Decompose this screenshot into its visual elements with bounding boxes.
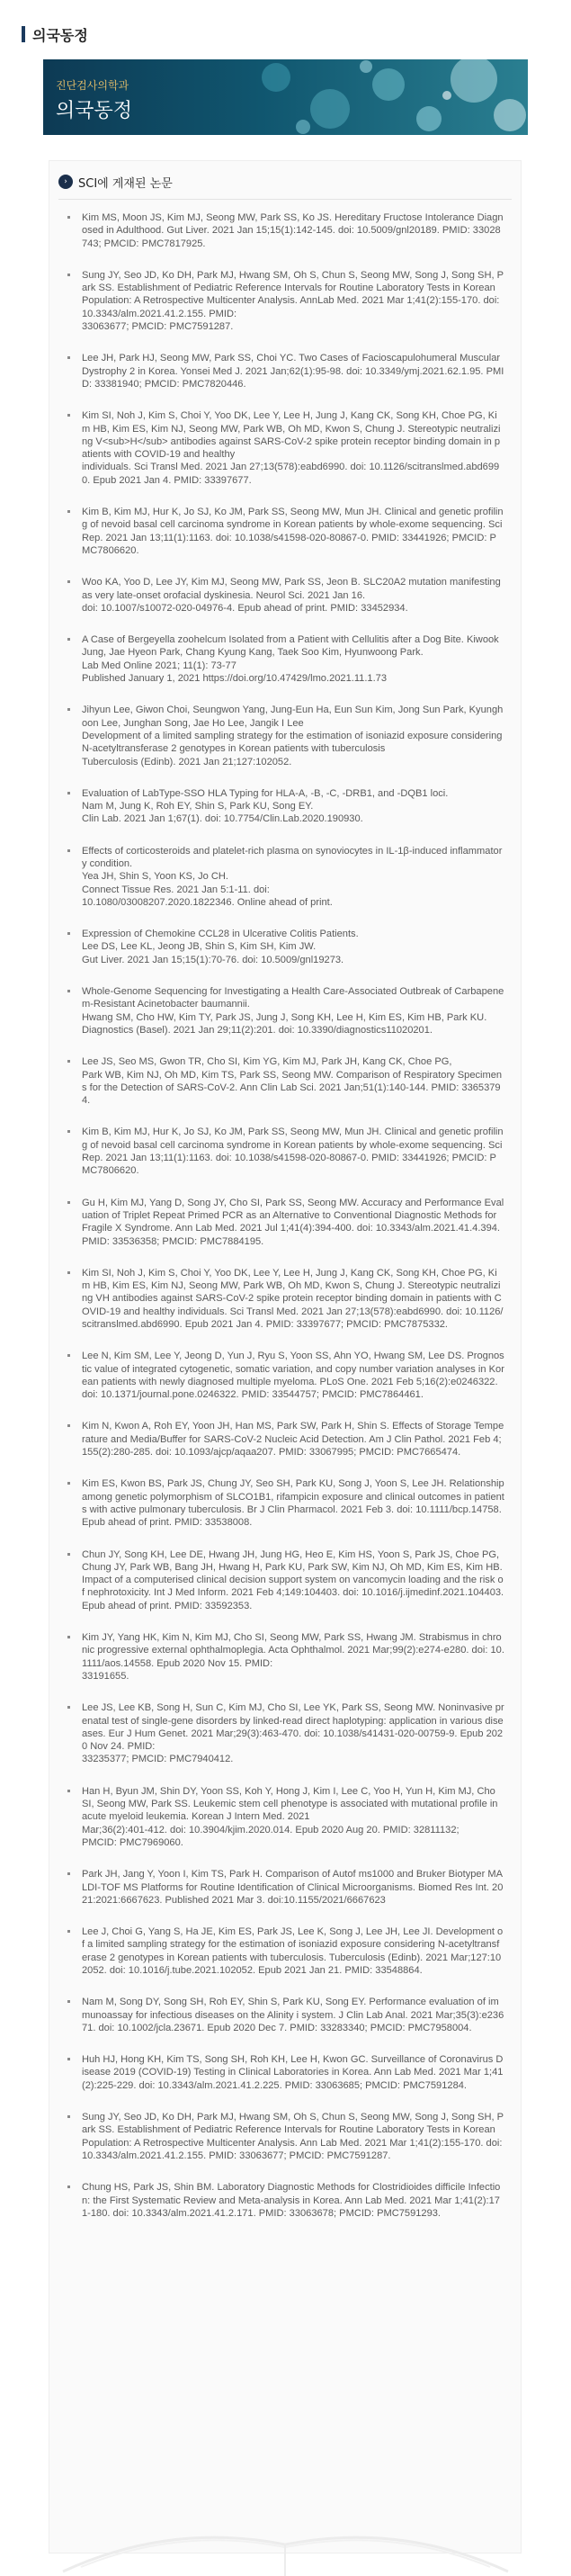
banner-subtitle: 진단검사의학과 [56,79,129,92]
reference-item: Chun JY, Song KH, Lee DE, Hwang JH, Jung HG, Heo E, Kim HS, Yoon S, Park JS, Choe PG, Chung JY, Park WB, Bang JH, Hwang H, Park KU, Park SW, Kim NJ, Oh MD, Kim ES, Kim HB. Impact of a computerised clinical decision support system on vancomycin loading and the risk of nephrotoxicity. Int J Med Inform. 2021 Feb 4;149:104403. doi: 10.1016/j.ijmedinf.2021.104403. Epub ahead of print. PMID: 33592353. [58,1548,504,1612]
page-title: 의국동정 [32,26,88,44]
reference-item: Woo KA, Yoo D, Lee JY, Kim MJ, Seong MW, Park SS, Jeon B. SLC20A2 mutation manifesting as very late-onset orofacial dyskinesia. Neurol Sci. 2021 Jan 16. doi: 10.1007/s10072-020-04976-4. Epub ahead of print. PMID: 33452934. [58,576,504,615]
banner-title: 의국동정 [56,100,133,122]
reference-item: Kim B, Kim MJ, Hur K, Jo SJ, Ko JM, Park SS, Seong MW, Mun JH. Clinical and genetic profiling of nevoid basal cell carcinoma syndrome in Korean patients by whole-exome sequencing. Sci Rep. 2021 Jan 13;11(1):1163. doi: 10.1038/s41598-020-80867-0. PMID: 33441926; PMCID: PMC7806620. [58,506,504,557]
reference-item: Nam M, Song DY, Song SH, Roh EY, Shin S, Park KU, Song EY. Performance evaluation of immunoassay for infectious diseases on the Alinity i system. J Clin Lab Anal. 2021 Mar;35(3):e23671. doi: 10.1002/jcla.23671. Epub 2020 Dec 7. PMID: 33283340; PMCID: PMC7958004. [58,1996,504,2034]
reference-item: Lee JS, Seo MS, Gwon TR, Cho SI, Kim YG, Kim MJ, Park JH, Kang CK, Choe PG, Park WB, Kim NJ, Oh MD, Kim TS, Park SS, Seong MW. Comparison of Respiratory Specimens for the Detection of SARS-CoV-2. Ann Clin Lab Sci. 2021 Jan;51(1):140-144. PMID: 33653794. [58,1055,504,1107]
reference-item: Lee JH, Park HJ, Seong MW, Park SS, Choi YC. Two Cases of Facioscapulohumeral Muscular Dystrophy 2 in Korea. Yonsei Med J. 2021 Jan;62(1):95-98. doi: 10.3349/ymj.2021.62.1.95. PMID: 33381940; PMCID: PMC7820446. [58,352,504,390]
reference-item: Whole-Genome Sequencing for Investigating a Health Care-Associated Outbreak of Carbapenem-Resistant Acinetobacter baumannii. Hwang SM, Cho HW, Kim TY, Park JS, Jung J, Song KH, Lee H, Kim ES, Kim HB, Park KU. Diagnostics (Basel). 2021 Jan 29;11(2):201. doi: 10.3390/diagnostics11020201. [58,985,504,1037]
reference-item: Lee JS, Lee KB, Song H, Sun C, Kim MJ, Cho SI, Lee YK, Park SS, Seong MW. Noninvasive prenatal test of single-gene disorders by linked-read direct haplotyping: application in various diseases. Eur J Hum Genet. 2021 Mar;29(3):463-470. doi: 10.1038/s41431-020-00759-9. Epub 2020 Nov 24. PMID: 33235377; PMCID: PMC7940412. [58,1701,504,1765]
reference-item: Han H, Byun JM, Shin DY, Yoon SS, Koh Y, Hong J, Kim I, Lee C, Yoo H, Yun H, Kim MJ, Cho SI, Seong MW, Park SS. Leukemic stem cell phenotype is associated with mutational profile in acute myeloid leukemia. Korean J Intern Med. 2021 Mar;36(2):401-412. doi: 10.3904/kjim.2020.014. Epub 2020 Aug 20. PMID: 32811132; PMCID: PMC7969060. [58,1785,504,1849]
reference-item: Huh HJ, Hong KH, Kim TS, Song SH, Roh KH, Lee H, Kwon GC. Surveillance of Coronavirus Disease 2019 (COVID-19) Testing in Clinical Laboratories in Korea. Ann Lab Med. 2021 Mar 1;41(2):225-229. doi: 10.3343/alm.2021.41.2.225. PMID: 33063685; PMCID: PMC7591284. [58,2053,504,2092]
reference-item: Jihyun Lee, Giwon Choi, Seungwon Yang, Jung-Eun Ha, Eun Sun Kim, Jong Sun Park, Kyunghoon Lee, Junghan Song, Jae Ho Lee, Jangik I Lee Development of a limited sampling strategy for the estimation of isoniazid exposure considering N-acetyltransferase 2 genotypes in Korean patients with tuberculosis Tuberculosis (Edinb). 2021 Jan 21;127:102052. [58,704,504,767]
section-header [58,174,173,190]
reference-item: Sung JY, Seo JD, Ko DH, Park MJ, Hwang SM, Oh S, Chun S, Seong MW, Song J, Song SH, Park SS. Establishment of Pediatric Reference Intervals for Routine Laboratory Tests in Korean Population: A Retrospective Multicenter Analysis. AnnLab Med. 2021 Mar 1;41(2):155-170. doi: 10.3343/alm.2021.41.2.155. PMID: 33063677; PMCID: PMC7591287. [58,269,504,333]
banner [43,59,528,135]
cell-illustration [204,59,528,135]
bullet-icon: › [58,175,73,189]
reference-item: Gu H, Kim MJ, Yang D, Song JY, Cho SI, Park SS, Seong MW. Accuracy and Performance Evaluation of Triplet Repeat Primed PCR as an Alternative to Conventional Diagnostic Methods for Fragile X Syndrome. Ann Lab Med. 2021 Jul 1;41(4):394-400. doi: 10.3343/alm.2021.41.4.394. PMID: 33536358; PMCID: PMC7884195. [58,1197,504,1248]
reference-item: Kim MS, Moon JS, Kim MJ, Seong MW, Park SS, Ko JS. Hereditary Fructose Intolerance Diagnosed in Adulthood. Gut Liver. 2021 Jan 15;15(1):142-145. doi: 10.5009/gnl20189. PMID: 33028743; PMCID: PMC7817925. [58,211,504,250]
page-header [22,25,88,43]
title-bar-marker [22,26,25,42]
reference-item: Lee N, Kim SM, Lee Y, Jeong D, Yun J, Ryu S, Yoon SS, Ahn YO, Hwang SM, Lee DS. Prognostic value of integrated cytogenetic, somatic variation, and copy number variation analyses in Korean patients with newly diagnosed multiple myeloma. PLoS One. 2021 Feb 5;16(2):e0246322. doi: 10.1371/journal.pone.0246322. PMID: 33544757; PMCID: PMC7864461. [58,1350,504,1401]
reference-item: Kim N, Kwon A, Roh EY, Yoon JH, Han MS, Park SW, Park H, Shin S. Effects of Storage Temperature and Media/Buffer for SARS-CoV-2 Nucleic Acid Detection. Am J Clin Pathol. 2021 Feb 4;155(2):280-285. doi: 10.1093/ajcp/aqaa207. PMID: 33067995; PMCID: PMC7665474. [58,1420,504,1459]
reference-item: Kim ES, Kwon BS, Park JS, Chung JY, Seo SH, Park KU, Song J, Yoon S, Lee JH. Relationship among genetic polymorphism of SLCO1B1, rifampicin exposure and clinical outcomes in patients with active pulmonary tuberculosis. Br J Clin Pharmacol. 2021 Feb 3. doi: 10.1111/bcp.14758. Epub ahead of print. PMID: 33538008. [58,1477,504,1529]
reference-item: Park JH, Jang Y, Yoon I, Kim TS, Park H. Comparison of Autof ms1000 and Bruker Biotyper MALDI-TOF MS Platforms for Routine Identification of Clinical Microorganisms. Biomed Res Int. 2021:2021:6667623. Published 2021 Mar 3. doi:10.1155/2021/6667623 [58,1868,504,1907]
reference-item: Effects of corticosteroids and platelet-rich plasma on synoviocytes in IL-1β-induced inflammatory condition. Yea JH, Shin S, Yoon KS, Jo CH. Connect Tissue Res. 2021 Jan 5:1-11. doi: 10.1080/03008207.2020.1822346. Online ahead of print. [58,845,504,909]
publication-box [49,160,522,2554]
reference-item: Kim SI, Noh J, Kim S, Choi Y, Yoo DK, Lee Y, Lee H, Jung J, Kang CK, Song KH, Choe PG, Kim HB, Kim ES, Kim NJ, Seong MW, Park WB, Oh MD, Kwon S, Chung J. Stereotypic neutralizing VH antibodies against SARS-CoV-2 spike protein receptor binding domain in patients with COVID-19 and healthy individuals. Sci Transl Med. 2021 Jan 27;13(578):eabd6990. doi: 10.1126/scitranslmed.abd6990. Epub 2021 Jan 4. PMID: 33397677; PMCID: PMC7875332. [58,1267,504,1331]
reference-item: Chung HS, Park JS, Shin BM. Laboratory Diagnostic Methods for Clostridioides difficile Infection: the First Systematic Review and Meta-analysis in Korea. Ann Lab Med. 2021 Mar 1;41(2):171-180. doi: 10.3343/alm.2021.41.2.171. PMID: 33063678; PMCID: PMC7591293. [58,2181,504,2220]
reference-list [58,211,504,2239]
reference-item: Lee J, Choi G, Yang S, Ha JE, Kim ES, Park JS, Lee K, Song J, Lee JH, Lee JI. Development of a limited sampling strategy for the estimation of isoniazid exposure considering N-acetyltransferase 2 genotypes in Korean patients with tuberculosis. Tuberculosis (Edinb). 2021 Mar;127:102052. doi: 10.1016/j.tube.2021.102052. Epub 2021 Jan 21. PMID: 33548864. [58,1925,504,1977]
reference-item: Kim B, Kim MJ, Hur K, Jo SJ, Ko JM, Park SS, Seong MW, Mun JH. Clinical and genetic profiling of nevoid basal cell carcinoma syndrome in Korean patients by whole-exome sequencing. Sci Rep. 2021 Jan 13;11(1):1163. doi: 10.1038/s41598-020-80867-0. PMID: 33441926; PMCID: PMC7806620. [58,1126,504,1177]
reference-item: Expression of Chemokine CCL28 in Ulcerative Colitis Patients. Lee DS, Lee KL, Jeong JB, Shin S, Kim SH, Kim JW. Gut Liver. 2021 Jan 15;15(1):70-76. doi: 10.5009/gnl19273. [58,928,504,966]
reference-item: Evaluation of LabType-SSO HLA Typing for HLA-A, -B, -C, -DRB1, and -DQB1 loci. Nam M, Jung K, Roh EY, Shin S, Park KU, Song EY. Clin Lab. 2021 Jan 1;67(1). doi: 10.7754/Clin.Lab.2020.190930. [58,787,504,826]
section-title: SCI에 게재된 논문 [78,176,173,191]
reference-item: Kim SI, Noh J, Kim S, Choi Y, Yoo DK, Lee Y, Lee H, Jung J, Kang CK, Song KH, Choe PG, Kim HB, Kim ES, Kim NJ, Seong MW, Park WB, Oh MD, Kwon S, Chung J. Stereotypic neutralizing V<sub>H</sub> antibodies against SARS-CoV-2 spike protein receptor binding domain in patients with COVID-19 and healthy individuals. Sci Transl Med. 2021 Jan 27;13(578):eabd6990. doi: 10.1126/scitranslmed.abd6990. Epub 2021 Jan 4. PMID: 33397677. [58,409,504,487]
reference-item: Kim JY, Yang HK, Kim N, Kim MJ, Cho SI, Seong MW, Park SS, Hwang JM. Strabismus in chronic progressive external ophthalmoplegia. Acta Ophthalmol. 2021 Mar;99(2):e274-e280. doi: 10.1111/aos.14558. Epub 2020 Nov 15. PMID: 33191655. [58,1631,504,1683]
section-divider [58,199,512,200]
reference-item: Sung JY, Seo JD, Ko DH, Park MJ, Hwang SM, Oh S, Chun S, Seong MW, Song J, Song SH, Park SS. Establishment of Pediatric Reference Intervals for Routine Laboratory Tests in Korean Population: A Retrospective Multicenter Analysis. Ann Lab Med. 2021 Mar 1;41(2):155-170. doi: 10.3343/alm.2021.41.2.155. PMID: 33063677; PMCID: PMC7591287. [58,2111,504,2162]
reference-item: A Case of Bergeyella zoohelcum Isolated from a Patient with Cellulitis after a Dog Bite. Kiwook Jung, Jae Hyeon Park, Chang Kyung Kang, Taek Soo Kim, Hyunwoong Park. Lab Med Online 2021; 11(1): 73-77 Published January 1, 2021 https://doi.org/10.47429/lmo.2021.11.1.73 [58,633,504,685]
